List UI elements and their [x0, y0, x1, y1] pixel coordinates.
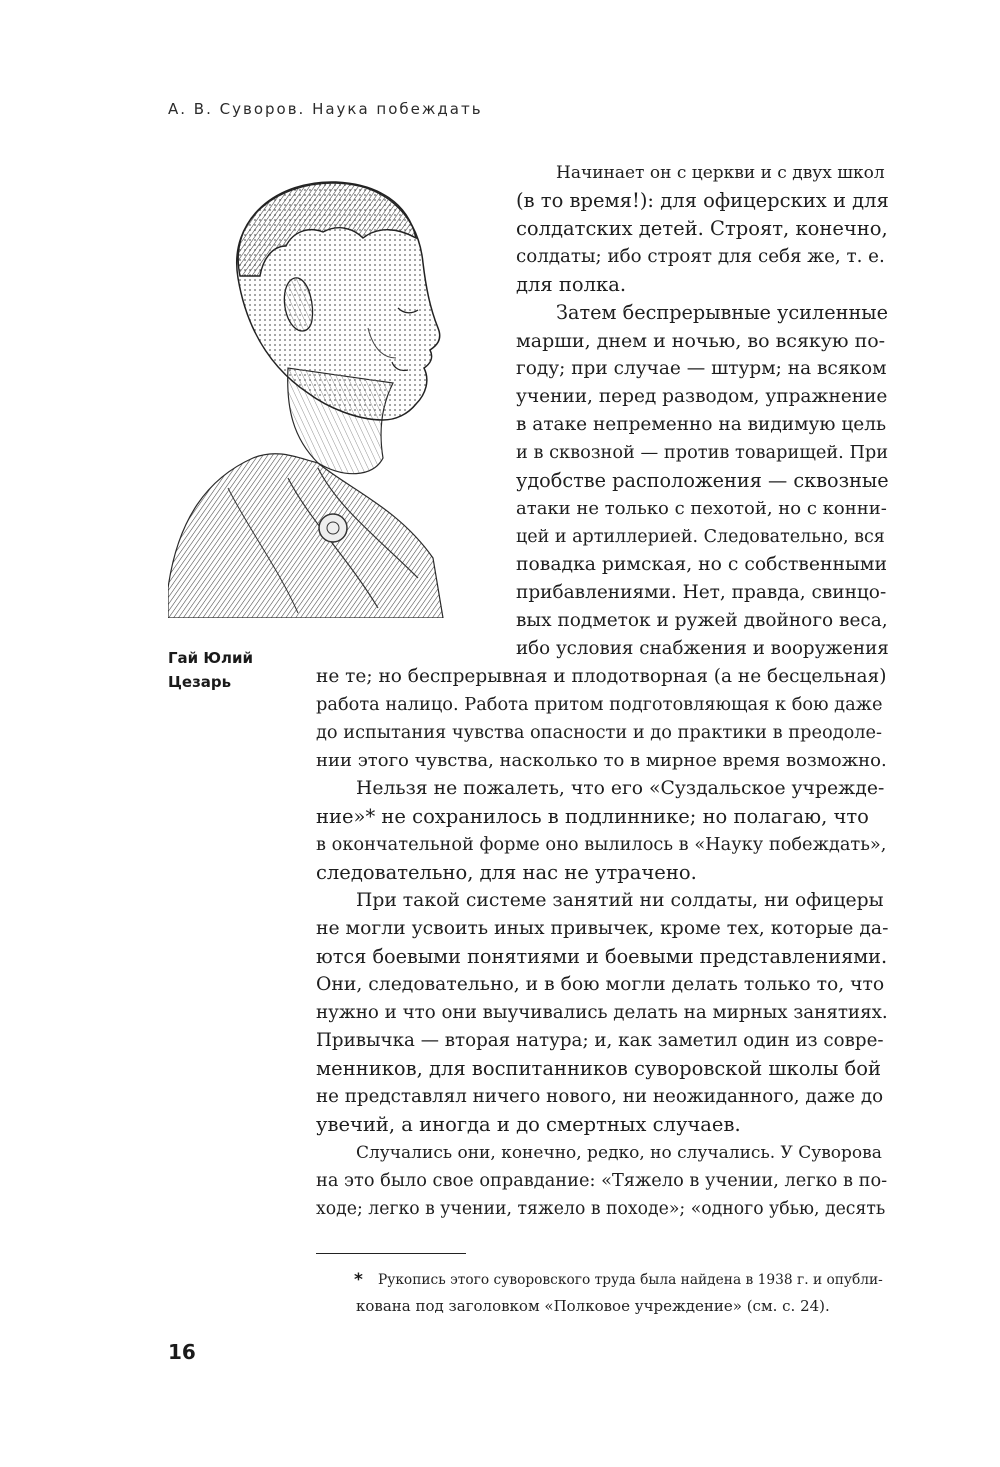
text-line: удобстве расположения — сквозные	[516, 469, 889, 492]
text-line: Затем беспрерывные усиленные	[556, 301, 888, 324]
page-number: 16	[168, 1340, 196, 1364]
footnote-line: Рукопись этого суворовского труда была найдена в 1938 г. и опубли-	[378, 1272, 883, 1288]
text-line: году; при случае — штурм; на всяком	[516, 358, 887, 379]
text-line: не могли усвоить иных привычек, кроме тех, которые да-	[316, 918, 889, 939]
drapery-shape	[168, 454, 443, 618]
text-line: в окончательной форме оно вылилось в «Науку побеждать»,	[316, 835, 887, 855]
text-line: (в то время!): для офицерских и для	[516, 189, 889, 212]
footnote-line: кована под заголовком «Полковое учреждение» (см. с. 24).	[356, 1297, 830, 1315]
text-line: ние»* не сохранилось в подлиннике; но полагаю, что	[316, 805, 869, 828]
text-line: повадка римская, но с собственными	[516, 554, 887, 575]
text-line: и в сквозной — против товарищей. При	[516, 443, 889, 463]
text-line: учении, перед разводом, упражнение	[516, 386, 888, 407]
text-line: в атаке непременно на видимую цель	[516, 414, 887, 435]
text-line: до испытания чувства опасности и до практики в преодоле-	[316, 723, 883, 743]
text-line: Случались они, конечно, редко, но случались. У Суворова	[356, 1143, 882, 1163]
text-line: ибо условия снабжения и вооружения	[516, 638, 889, 659]
text-line: работа налицо. Работа притом подготовляющая к бою даже	[316, 695, 883, 715]
text-line: вых подметок и ружей двойного веса,	[516, 610, 888, 631]
text-line: марши, днем и ночью, во всякую по-	[516, 330, 886, 352]
text-line: нии этого чувства, насколько то в мирное время возможно.	[316, 750, 887, 771]
text-line: не представлял ничего нового, ни неожиданного, даже до	[316, 1086, 884, 1107]
running-title: А. В. Суворов. Наука побеждать	[168, 100, 483, 118]
text-line: цей и артиллерией. Следовательно, вся	[516, 527, 885, 547]
text-line: нужно и что они выучивались делать на мирных занятиях.	[316, 1002, 888, 1023]
footnote-rule	[316, 1253, 466, 1254]
text-line: прибавлениями. Нет, правда, свинцо-	[516, 582, 887, 603]
text-line: солдатских детей. Строят, конечно,	[516, 217, 888, 240]
text-line: увечий, а иногда и до смертных случаев.	[316, 1113, 741, 1136]
text-line: солдаты; ибо строят для себя же, т. е.	[516, 246, 885, 267]
text-line: не те; но беспрерывная и плодотворная (а не бесцельная)	[316, 666, 887, 687]
footnote-marker: *	[354, 1270, 363, 1290]
text-line: атаки не только с пехотой, но с конни-	[516, 498, 887, 519]
caption-line: Гай Юлий	[168, 649, 254, 667]
text-line: При такой системе занятий ни солдаты, ни офицеры	[356, 890, 884, 911]
text-line: для полка.	[516, 273, 627, 296]
text-line: следовательно, для нас не утрачено.	[316, 861, 697, 884]
brooch-shape	[319, 514, 347, 542]
caption-line: Цезарь	[168, 673, 232, 691]
text-line: Нельзя не пожалеть, что его «Суздальское учрежде-	[356, 778, 885, 799]
text-line: менников, для воспитанников суворовской школы бой	[316, 1057, 882, 1080]
text-line: Начинает он с церкви и с двух школ	[556, 163, 885, 183]
text-line: на это было свое оправдание: «Тяжело в учении, легко в по-	[316, 1171, 888, 1191]
text-line: Они, следовательно, и в бою могли делать только то, что	[316, 974, 885, 995]
text-line: Привычка — вторая натура; и, как заметил один из совре-	[316, 1030, 884, 1051]
text-line: ходе; легко в учении, тяжело в походе»; «одного убью, десять	[316, 1199, 886, 1219]
caesar-bust-illustration	[168, 158, 458, 618]
text-line: ются боевыми понятиями и боевыми представлениями.	[316, 945, 888, 968]
figure-caption	[168, 646, 288, 694]
